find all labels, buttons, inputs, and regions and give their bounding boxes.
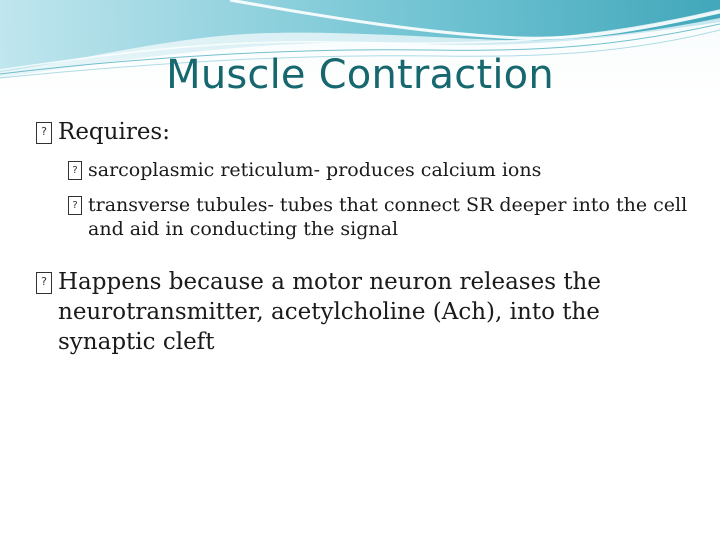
sub-bullet-sarcoplasmic-reticulum (32, 158, 692, 183)
bullet-text: Happens because a motor neuron releases the neurotransmitter, acetylcholine (Ach), into the synaptic cleft (58, 268, 601, 355)
bullet-happens-because (32, 268, 692, 358)
missing-glyph-box-icon (68, 196, 82, 215)
bullet-text: Requires: (58, 119, 170, 145)
sub-bullet-text: transverse tubules- tubes that connect SR deeper into the cell and aid in conducting the signal (88, 193, 688, 241)
bullet-requires (32, 118, 692, 148)
sub-bullet-text: sarcoplasmic reticulum- produces calcium ions (88, 158, 542, 181)
missing-glyph-box-icon (36, 272, 52, 294)
slide-title: Muscle Contraction (166, 52, 554, 98)
slide-content (32, 118, 692, 358)
missing-glyph-box-icon (36, 122, 52, 144)
sub-bullet-transverse-tubules (32, 193, 692, 242)
missing-glyph-box-icon (68, 161, 82, 180)
